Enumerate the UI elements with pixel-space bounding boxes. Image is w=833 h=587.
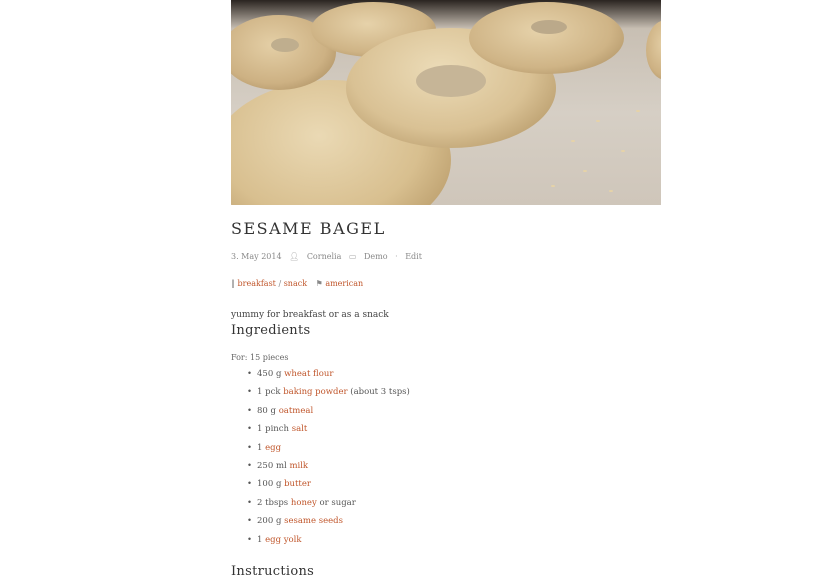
- cuisine-link[interactable]: american: [325, 279, 364, 288]
- recipe-taxonomy: [231, 279, 363, 288]
- tag-snack[interactable]: snack: [283, 279, 308, 288]
- ingredient-item: • 1 egg: [247, 443, 410, 461]
- ingredients-list: [247, 369, 410, 553]
- fork-icon: ‖: [231, 279, 235, 288]
- ingredient-item: • 200 g sesame seeds: [247, 516, 410, 534]
- ingredient-link[interactable]: sesame seeds: [284, 516, 343, 527]
- folder-icon: ▭: [348, 252, 357, 261]
- post-category[interactable]: Demo: [364, 252, 388, 261]
- flag-icon: ⚑: [315, 279, 323, 288]
- post-author[interactable]: Cornelia: [306, 252, 342, 261]
- post-date[interactable]: 3. May 2014: [231, 252, 282, 261]
- instructions-heading: Instructions: [231, 564, 315, 579]
- post-title: SESAME BAGEL: [231, 219, 386, 238]
- tag-breakfast[interactable]: breakfast: [237, 279, 276, 288]
- person-icon: 👤︎: [289, 252, 300, 261]
- ingredient-link[interactable]: butter: [284, 479, 311, 490]
- tag-separator: /: [278, 279, 282, 288]
- ingredient-item: • 1 pck baking powder (about 3 tsps): [247, 387, 410, 405]
- ingredient-link[interactable]: egg yolk: [265, 534, 302, 545]
- ingredient-link[interactable]: salt: [291, 424, 308, 435]
- post-meta: 3. May 2014 👤︎ Cornelia ▭ Demo · Edit: [231, 252, 422, 261]
- recipe-description: yummy for breakfast or as a snack: [231, 310, 389, 320]
- ingredient-item: • 1 egg yolk: [247, 535, 410, 553]
- ingredient-link[interactable]: baking powder: [283, 387, 348, 398]
- ingredient-item: • 2 tbsps honey or sugar: [247, 498, 410, 516]
- ingredient-link[interactable]: oatmeal: [278, 405, 314, 416]
- ingredient-item: • 80 g oatmeal: [247, 406, 410, 424]
- edit-link[interactable]: Edit: [405, 252, 422, 261]
- ingredient-item: • 1 pinch salt: [247, 424, 410, 442]
- ingredient-link[interactable]: milk: [289, 460, 309, 471]
- ingredients-heading: Ingredients: [231, 323, 311, 338]
- ingredient-item: • 450 g wheat flour: [247, 369, 410, 387]
- ingredient-item: • 250 ml milk: [247, 461, 410, 479]
- featured-image: [231, 0, 661, 205]
- ingredient-link[interactable]: egg: [265, 442, 282, 453]
- ingredient-link[interactable]: honey: [290, 497, 317, 508]
- ingredient-item: • 100 g butter: [247, 479, 410, 497]
- ingredient-link[interactable]: wheat flour: [284, 369, 334, 379]
- recipe-yield: For: 15 pieces: [231, 353, 289, 362]
